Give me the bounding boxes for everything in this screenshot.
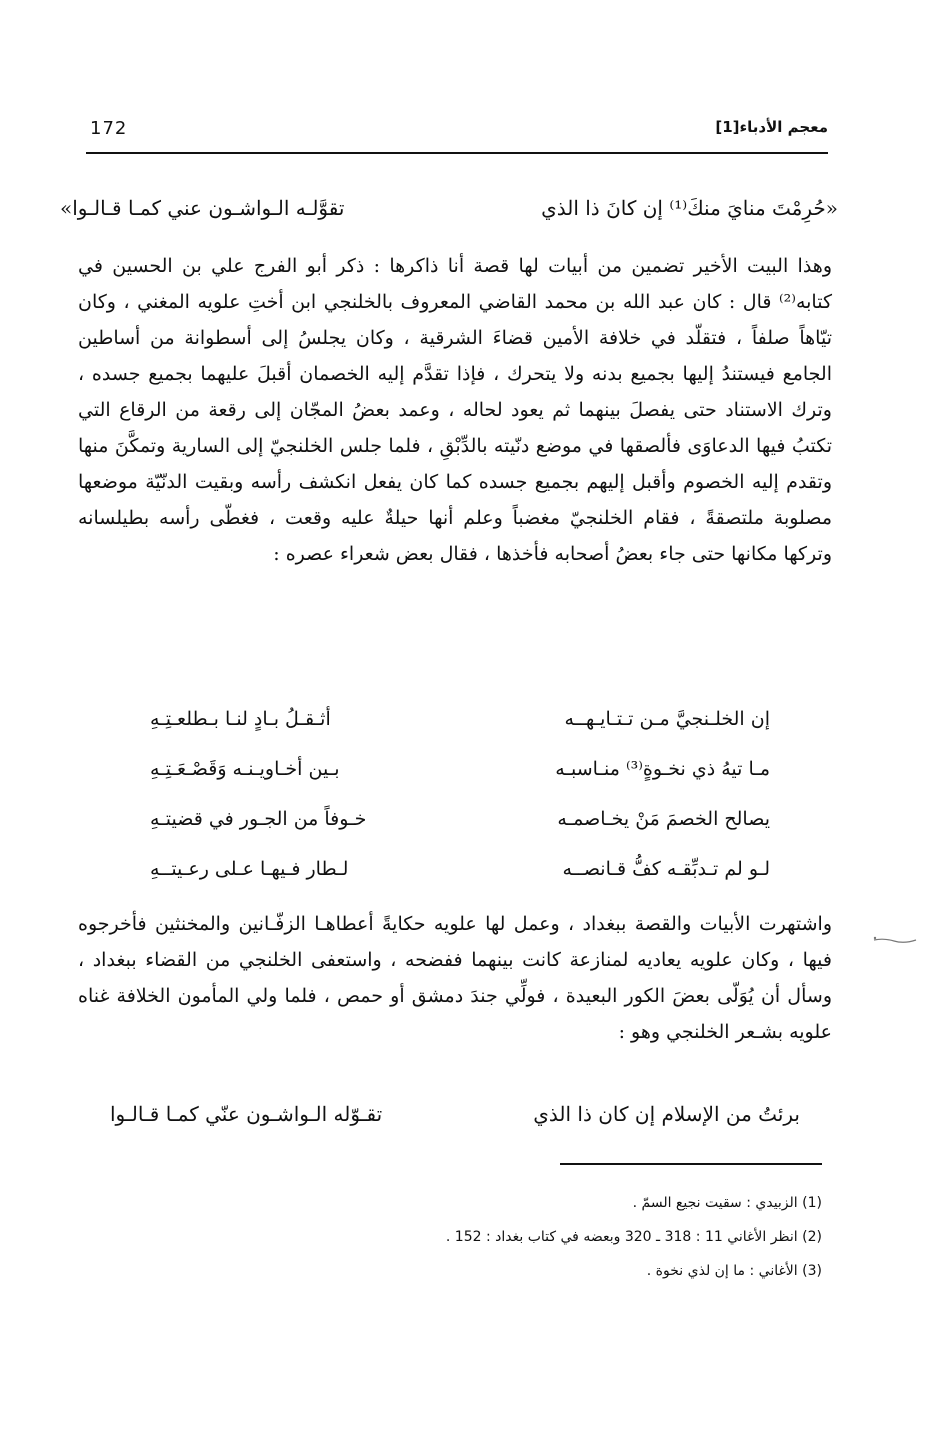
poem — [150, 694, 770, 894]
poem-hemistich-first: لـو لم تـدبِّقـه كفُّ قـانصــه — [562, 858, 770, 880]
poem-hemistich-first: يصالح الخصمَ مَنْ يخـاصمـه — [557, 808, 770, 830]
poem-hemistich-first: مـا تيهُ ذي نخـوةٍ⁽³⁾ منـاسبـه — [555, 758, 770, 780]
footnotes — [260, 1186, 822, 1288]
poem-hemistich-second: لـطار فـيهـا عـلى رعـيتــهِ — [150, 858, 349, 880]
paragraph-aftermath — [78, 906, 832, 1050]
closing-verse-first-hemistich: برئتُ من الإسلام إن كان ذا الذي — [533, 1102, 800, 1126]
opening-verse-first-hemistich: «حُرِمْتَ منايَ منكَ⁽¹⁾ إن كانَ ذا الذي — [541, 196, 838, 220]
footnote: (3) الأغاني : ما إن لذي نخوة . — [646, 1263, 822, 1279]
poem-hemistich-second: بـين أخـاويـنـه وَقَصْـعَـتِـهِ — [150, 758, 340, 780]
footnote: (1) الزبيدي : سقيت نجيع السمّ . — [632, 1195, 822, 1211]
poem-verse — [150, 844, 770, 894]
footnote: (2) انظر الأغاني 11 : 318 ـ 320 وبعضه في كتاب بغداد : 152 . — [445, 1229, 822, 1245]
poem-hemistich-first: إن الخلـنجيَّ مـن تـتـايـهــه — [564, 708, 770, 730]
opening-verse — [60, 186, 838, 230]
poem-verse — [150, 744, 770, 794]
poem-hemistich-second: خـوفاً من الجـور في قضيتـهِ — [150, 808, 367, 830]
opening-verse-second-hemistich: تقوَّلـه الـواشـون عني كمـا قـالـوا» — [60, 196, 345, 220]
footnote-separator — [560, 1163, 822, 1165]
paragraph-story-text: وهذا البيت الأخير تضمين من أبيات لها قصة أنا ذاكرها : ذكر أبو الفرج علي بن الحسين في كتابه⁽²⁾ قال : كان عبد الله بن محمد القاضي المعروف بالخلنجي ابن أختِ علويه المغني ، وكان تيّاهاً صلفاً ، فتقلّد في خلافة الأمين قضاءَ الشرقية ، وكان يجلسُ إلى أسطوانة من أساطين الجامع فيستندُ إليها بجميع بدنه ولا يتحرك ، فإذا تقدَّم إليه الخصمان أقبلَ عليهما بجميع جسده ، وترك الاستناد حتى يفصلَ بينهما ثم يعود لحاله ، وعمد بعضُ المجّان إلى رقعة من الرقاع التي تكتبُ فيها الدعاوَى فألصقها في موضع دنّيته بالدِّبْقِ ، فلما جلس الخلنجيّ إلى السارية وتمكَّنَ منها وتقدم إليه الخصوم وأقبل إليهم بجميع جسده كما كان يفعل انكشف رأسه وبقيت الدنّيّة موضعها مصلوبة ملتصقةً ، فقام الخلنجيّ مغضباً وعلم أنها حيلةٌ عليه وقعت ، فغطّى رأسه بطيلسانه وتركها مكانها حتى جاء بعضُ أصحابه فأخذها ، فقال بعض شعراء عصره : — [78, 255, 832, 565]
poem-hemistich-second: أثـقـلُ بـادٍ لنـا بـطلعـتِـهِ — [150, 708, 331, 730]
running-title: معجم الأدباء[1] — [715, 118, 828, 136]
page-number: 172 — [90, 118, 128, 139]
paragraph-aftermath-text: واشتهرت الأبيات والقصة ببغداد ، وعمل لها علويه حكايةً أعطاهـا الزفّـانين والمخنثين فأخرجوه فيها ، وكان علويه يعاديه لمنازعة كانت بينهما ففضحه ، واستعفى الخلنجي من القضاء ببغداد ، وسأل أن يُوَلّى بعضَ الكور البعيدة ، فولِّي جندَ دمشق أو حمص ، فلما ولي المأمون الخلافة غناه علويه بشـعر الخلنجي وهو : — [78, 913, 832, 1043]
paragraph-story — [78, 248, 832, 572]
poem-verse — [150, 794, 770, 844]
header-rule — [86, 152, 828, 154]
margin-scan-mark — [872, 936, 918, 944]
closing-verse — [110, 1092, 800, 1136]
poem-verse — [150, 694, 770, 744]
closing-verse-second-hemistich: تقـوّله الـواشـون عنّي كمـا قـالـوا — [110, 1102, 383, 1126]
